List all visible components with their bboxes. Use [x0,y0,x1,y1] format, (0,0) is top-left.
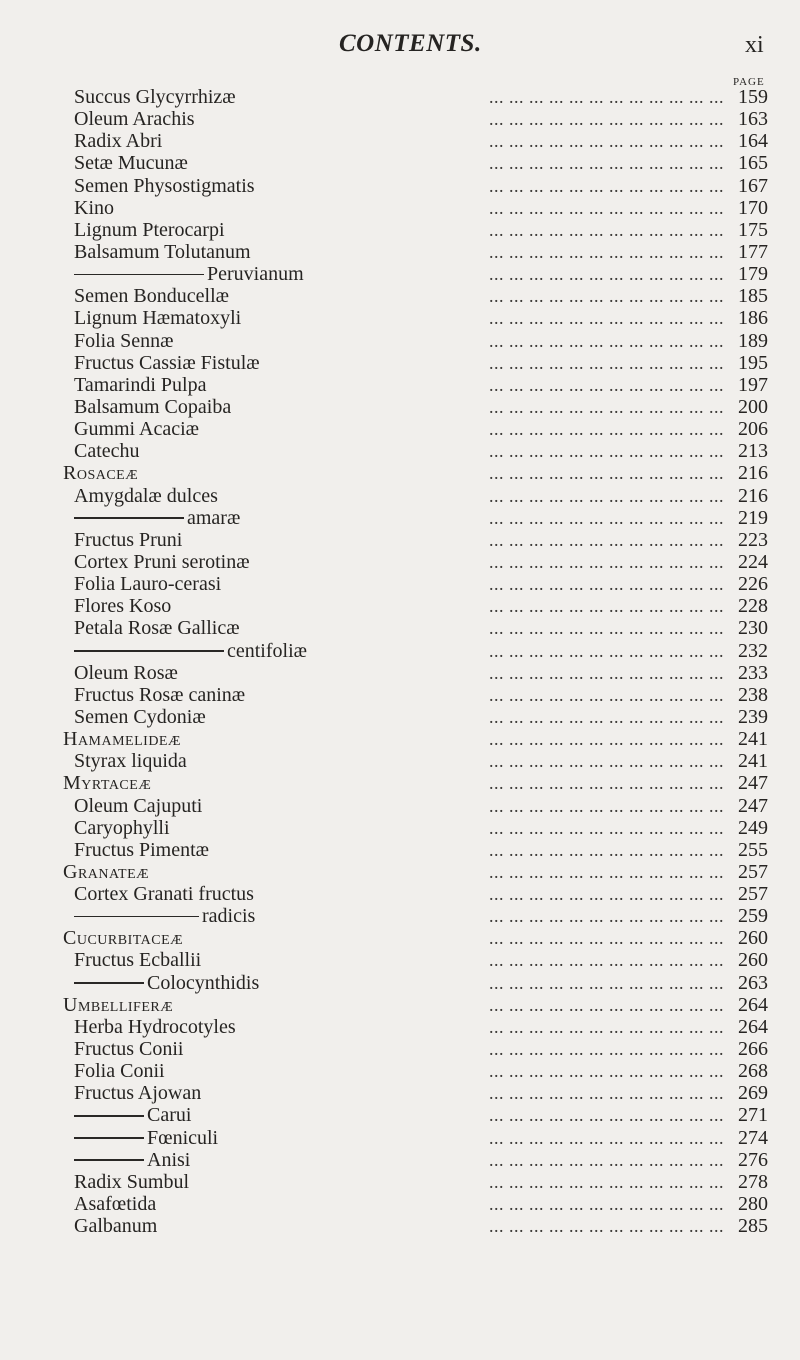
entry-label-text: Fructus Ajowan [74,1082,202,1105]
running-header [0,30,800,60]
ditto-rule [74,517,184,519]
page-number: 167 [738,174,768,197]
entry-title [74,418,199,440]
entry-title [74,949,201,971]
dot-leader: ... ... ... ... ... ... ... ... ... ... ... ... [489,994,724,1015]
entry-title [74,750,187,772]
dot-leader: ... ... ... ... ... ... ... ... ... ... ... ... [489,706,724,727]
contents-entry-row [63,949,768,971]
section-heading [63,462,138,484]
contents-entry-row [63,440,768,462]
entry-title [74,905,255,927]
page-number: 219 [738,506,768,529]
entry-title [74,1060,165,1082]
entry-label-text: Semen Physostigmatis [74,174,255,197]
entry-title [74,684,245,706]
page-folio: xi [745,32,764,58]
ditto-rule [74,274,204,276]
entry-label-text: Lignum Pterocarpi [74,218,225,241]
entry-title [74,839,209,861]
page-number: 185 [738,285,768,308]
entry-label-text: Oleum Arachis [74,108,195,131]
dot-leader: ... ... ... ... ... ... ... ... ... ... ... ... [489,507,724,528]
dot-leader: ... ... ... ... ... ... ... ... ... ... ... ... [489,485,724,506]
contents-entry-row [63,817,768,839]
contents-entry-row [63,573,768,595]
entry-label-text: Cucurbitaceæ [63,927,184,950]
dot-leader: ... ... ... ... ... ... ... ... ... ... ... ... [489,884,724,905]
page-number: 226 [738,573,768,596]
page-number: 186 [738,307,768,330]
dot-leader: ... ... ... ... ... ... ... ... ... ... ... ... [489,551,724,572]
contents-entry-row [63,795,768,817]
page-number: 238 [738,683,768,706]
dot-leader: ... ... ... ... ... ... ... ... ... ... ... ... [489,972,724,993]
contents-entry-row [63,175,768,197]
contents-section-row [63,728,768,750]
entry-label-text: Rosaceæ [63,462,139,485]
page-number: 276 [738,1148,768,1171]
dot-leader: ... ... ... ... ... ... ... ... ... ... ... ... [489,374,724,395]
contents-entry-row [63,706,768,728]
entry-label-text: Anisi [147,1148,191,1171]
contents-entry-row [63,1215,768,1237]
contents-entry-row [63,750,768,772]
entry-title [74,86,236,108]
contents-entry-row [63,529,768,551]
dot-leader: ... ... ... ... ... ... ... ... ... ... ... ... [489,1127,724,1148]
dot-leader: ... ... ... ... ... ... ... ... ... ... ... ... [489,1083,724,1104]
entry-label-text: Granateæ [63,860,150,883]
entry-label-text: Radix Abri [74,130,163,153]
entry-title [74,1127,218,1149]
entry-label-text: Tamarindi Pulpa [74,373,207,396]
contents-list [63,86,768,1237]
contents-entry-row [63,1060,768,1082]
entry-title [74,440,140,462]
entry-label-text: Fructus Pruni [74,528,183,551]
entry-label-text: Peruvianum [207,263,304,286]
entry-label-text: Cortex Granati fructus [74,883,254,906]
contents-entry-row [63,640,768,662]
dot-leader: ... ... ... ... ... ... ... ... ... ... ... ... [489,352,724,373]
page-number: 274 [738,1126,768,1149]
contents-entry-row [63,684,768,706]
entry-label-text: radicis [202,905,256,928]
contents-section-row [63,772,768,794]
contents-entry-row [63,241,768,263]
page-number: 216 [738,484,768,507]
contents-entry-row [63,418,768,440]
page-number: 170 [738,196,768,219]
contents-section-row [63,994,768,1016]
dot-leader: ... ... ... ... ... ... ... ... ... ... ... ... [489,795,724,816]
page-number: 230 [738,617,768,640]
dot-leader: ... ... ... ... ... ... ... ... ... ... ... ... [489,861,724,882]
entry-title [74,529,182,551]
dot-leader: ... ... ... ... ... ... ... ... ... ... ... ... [489,1061,724,1082]
entry-label-text: Amygdalæ dulces [74,484,218,507]
dot-leader: ... ... ... ... ... ... ... ... ... ... ... ... [489,529,724,550]
contents-entry-row [63,330,768,352]
entry-title [74,108,195,130]
entry-label-text: Herba Hydrocotyles [74,1015,236,1038]
dot-leader: ... ... ... ... ... ... ... ... ... ... ... ... [489,441,724,462]
entry-label-text: Balsamum Copaiba [74,395,232,418]
page-number: 224 [738,550,768,573]
page-number: 264 [738,993,768,1016]
page-number: 247 [738,794,768,817]
dot-leader: ... ... ... ... ... ... ... ... ... ... ... ... [489,1105,724,1126]
contents-section-row [63,861,768,883]
page-number: 241 [738,728,768,751]
contents-entry-row [63,152,768,174]
entry-title [74,883,254,905]
contents-entry-row [63,1104,768,1126]
page-number: 259 [738,905,768,928]
page-number: 239 [738,705,768,728]
entry-label-text: Caryophylli [74,816,170,839]
ditto-rule [74,916,199,918]
dot-leader: ... ... ... ... ... ... ... ... ... ... ... ... [489,773,724,794]
page-column-heading: PAGE [733,76,765,88]
entry-title [74,1193,156,1215]
entry-label-text: Umbelliferæ [63,993,174,1016]
contents-entry-row [63,130,768,152]
entry-label-text: Hamamelideæ [63,728,181,751]
dot-leader: ... ... ... ... ... ... ... ... ... ... ... ... [489,1016,724,1037]
dot-leader: ... ... ... ... ... ... ... ... ... ... ... ... [489,950,724,971]
dot-leader: ... ... ... ... ... ... ... ... ... ... ... ... [489,1216,724,1237]
contents-entry-row [63,1038,768,1060]
entry-title [74,1016,236,1038]
entry-label-text: Setæ Mucunæ [74,152,188,175]
dot-leader: ... ... ... ... ... ... ... ... ... ... ... ... [489,197,724,218]
entry-title [74,374,206,396]
entry-title [74,617,240,639]
contents-entry-row [63,307,768,329]
page-number: 179 [738,263,768,286]
contents-entry-row [63,617,768,639]
entry-title [74,573,221,595]
page-number: 260 [738,927,768,950]
entry-label-text: Folia Conii [74,1060,165,1083]
page-number: 228 [738,595,768,618]
dot-leader: ... ... ... ... ... ... ... ... ... ... ... ... [489,906,724,927]
entry-title [74,1171,189,1193]
entry-title [74,241,251,263]
page-number: 249 [738,816,768,839]
page-number: 271 [738,1104,768,1127]
running-title: CONTENTS. [339,30,482,57]
entry-title [74,795,202,817]
entry-label-text: Oleum Cajuputi [74,794,203,817]
entry-label-text: Oleum Rosæ [74,661,178,684]
dot-leader: ... ... ... ... ... ... ... ... ... ... ... ... [489,219,724,240]
ditto-rule [74,982,144,984]
entry-title [74,1215,157,1237]
entry-title [74,485,218,507]
contents-entry-row [63,197,768,219]
dot-leader: ... ... ... ... ... ... ... ... ... ... ... ... [489,308,724,329]
page-number: 264 [738,1015,768,1038]
dot-leader: ... ... ... ... ... ... ... ... ... ... ... ... [489,264,724,285]
page-number: 260 [738,949,768,972]
contents-entry-row [63,1127,768,1149]
dot-leader: ... ... ... ... ... ... ... ... ... ... ... ... [489,640,724,661]
contents-entry-row [63,485,768,507]
dot-leader: ... ... ... ... ... ... ... ... ... ... ... ... [489,109,724,130]
entry-title [74,285,229,307]
dot-leader: ... ... ... ... ... ... ... ... ... ... ... ... [489,175,724,196]
page-number: 232 [738,639,768,662]
contents-entry-row [63,883,768,905]
page-number: 206 [738,418,768,441]
dot-leader: ... ... ... ... ... ... ... ... ... ... ... ... [489,1149,724,1170]
dot-leader: ... ... ... ... ... ... ... ... ... ... ... ... [489,131,724,152]
dot-leader: ... ... ... ... ... ... ... ... ... ... ... ... [489,662,724,683]
dot-leader: ... ... ... ... ... ... ... ... ... ... ... ... [489,241,724,262]
entry-label-text: Balsamum Tolutanum [74,240,251,263]
dot-leader: ... ... ... ... ... ... ... ... ... ... ... ... [489,87,724,107]
contents-entry-row [63,86,768,108]
entry-label-text: Kino [74,196,114,219]
entry-title [74,640,307,662]
page-number: 200 [738,395,768,418]
contents-entry-row [63,839,768,861]
entry-label-text: Fructus Pimentæ [74,838,210,861]
section-heading [63,994,173,1016]
page-number: 280 [738,1193,768,1216]
page-number: 278 [738,1170,768,1193]
entry-label-text: Galbanum [74,1215,158,1238]
contents-entry-row [63,595,768,617]
entry-title [74,507,240,529]
entry-title [74,197,114,219]
page-number: 285 [738,1215,768,1238]
contents-section-row [63,927,768,949]
entry-label-text: Fructus Cassiæ Fistulæ [74,351,260,374]
entry-label-text: Gummi Acaciæ [74,418,199,441]
section-heading [63,861,149,883]
section-heading [63,772,151,794]
page-number: 257 [738,883,768,906]
contents-entry-row [63,1171,768,1193]
entry-title [74,1149,190,1171]
contents-entry-row [63,551,768,573]
entry-title [74,972,259,994]
page-number: 177 [738,240,768,263]
page-number: 159 [738,86,768,108]
page-number: 266 [738,1038,768,1061]
entry-label-text: centifoliæ [227,639,307,662]
entry-label-text: Folia Sennæ [74,329,174,352]
entry-title [74,551,250,573]
entry-title [74,1104,191,1126]
entry-title [74,330,173,352]
entry-label-text: Lignum Hæmatoxyli [74,307,242,330]
entry-title [74,706,206,728]
entry-title [74,1082,201,1104]
entry-title [74,396,231,418]
ditto-rule [74,650,224,652]
entry-title [74,662,178,684]
ditto-rule [74,1115,144,1117]
entry-label-text: Semen Cydoniæ [74,705,206,728]
contents-entry-row [63,1193,768,1215]
contents-entry-row [63,662,768,684]
contents-entry-row [63,374,768,396]
page-number: 263 [738,971,768,994]
entry-title [74,307,241,329]
entry-label-text: amaræ [187,506,241,529]
entry-label-text: Semen Bonducellæ [74,285,229,308]
dot-leader: ... ... ... ... ... ... ... ... ... ... ... ... [489,1194,724,1215]
page-number: 255 [738,838,768,861]
page-number: 268 [738,1060,768,1083]
contents-entry-row [63,285,768,307]
page-number: 195 [738,351,768,374]
page-number: 165 [738,152,768,175]
entry-label-text: Myrtaceæ [63,772,152,795]
contents-entry-row [63,108,768,130]
page-number: 164 [738,130,768,153]
page-number: 269 [738,1082,768,1105]
contents-entry-row [63,1082,768,1104]
contents-entry-row [63,972,768,994]
contents-entry-row [63,263,768,285]
dot-leader: ... ... ... ... ... ... ... ... ... ... ... ... [489,684,724,705]
dot-leader: ... ... ... ... ... ... ... ... ... ... ... ... [489,574,724,595]
contents-entry-row [63,1016,768,1038]
page-number: 197 [738,373,768,396]
entry-title [74,130,162,152]
entry-title [74,1038,183,1060]
dot-leader: ... ... ... ... ... ... ... ... ... ... ... ... [489,330,724,351]
contents-entry-row [63,1149,768,1171]
ditto-rule [74,1159,144,1161]
contents-section-row [63,462,768,484]
dot-leader: ... ... ... ... ... ... ... ... ... ... ... ... [489,839,724,860]
entry-label-text: Cortex Pruni serotinæ [74,550,250,573]
entry-label-text: Radix Sumbul [74,1170,190,1193]
dot-leader: ... ... ... ... ... ... ... ... ... ... ... ... [489,618,724,639]
entry-title [74,263,304,285]
contents-entry-row [63,507,768,529]
dot-leader: ... ... ... ... ... ... ... ... ... ... ... ... [489,729,724,750]
entry-label-text: Catechu [74,440,140,463]
page-number: 257 [738,860,768,883]
entry-label-text: Folia Lauro-cerasi [74,573,222,596]
entry-label-text: Petala Rosæ Gallicæ [74,617,240,640]
entry-label-text: Fructus Ecballii [74,949,202,972]
dot-leader: ... ... ... ... ... ... ... ... ... ... ... ... [489,286,724,307]
contents-entry-row [63,219,768,241]
page-number: 216 [738,462,768,485]
entry-label-text: Succus Glycyrrhizæ [74,86,236,108]
dot-leader: ... ... ... ... ... ... ... ... ... ... ... ... [489,463,724,484]
dot-leader: ... ... ... ... ... ... ... ... ... ... ... ... [489,596,724,617]
page-number: 233 [738,661,768,684]
entry-title [74,152,188,174]
dot-leader: ... ... ... ... ... ... ... ... ... ... ... ... [489,153,724,174]
entry-label-text: Carui [147,1104,192,1127]
contents-entry-row [63,905,768,927]
entry-label-text: Fructus Conii [74,1038,184,1061]
page-number: 241 [738,750,768,773]
dot-leader: ... ... ... ... ... ... ... ... ... ... ... ... [489,751,724,772]
entry-label-text: Flores Koso [74,595,172,618]
dot-leader: ... ... ... ... ... ... ... ... ... ... ... ... [489,396,724,417]
ditto-rule [74,1137,144,1139]
dot-leader: ... ... ... ... ... ... ... ... ... ... ... ... [489,1039,724,1060]
dot-leader: ... ... ... ... ... ... ... ... ... ... ... ... [489,817,724,838]
entry-label-text: Fructus Rosæ caninæ [74,683,246,706]
entry-label-text: Styrax liquida [74,750,187,773]
entry-label-text: Asafœtida [74,1193,157,1216]
dot-leader: ... ... ... ... ... ... ... ... ... ... ... ... [489,928,724,949]
entry-title [74,817,170,839]
entry-title [74,175,255,197]
entry-label-text: Fœniculi [147,1126,219,1149]
dot-leader: ... ... ... ... ... ... ... ... ... ... ... ... [489,1171,724,1192]
entry-title [74,219,225,241]
entry-label-text: Colocynthidis [147,971,260,994]
contents-entry-row [63,396,768,418]
section-heading [63,927,183,949]
page-number: 213 [738,440,768,463]
section-heading [63,728,181,750]
contents-entry-row [63,352,768,374]
dot-leader: ... ... ... ... ... ... ... ... ... ... ... ... [489,419,724,440]
page-number: 175 [738,218,768,241]
page-number: 223 [738,528,768,551]
page-number: 189 [738,329,768,352]
page-number: 247 [738,772,768,795]
page-number: 163 [738,108,768,131]
entry-title [74,595,171,617]
entry-title [74,352,260,374]
